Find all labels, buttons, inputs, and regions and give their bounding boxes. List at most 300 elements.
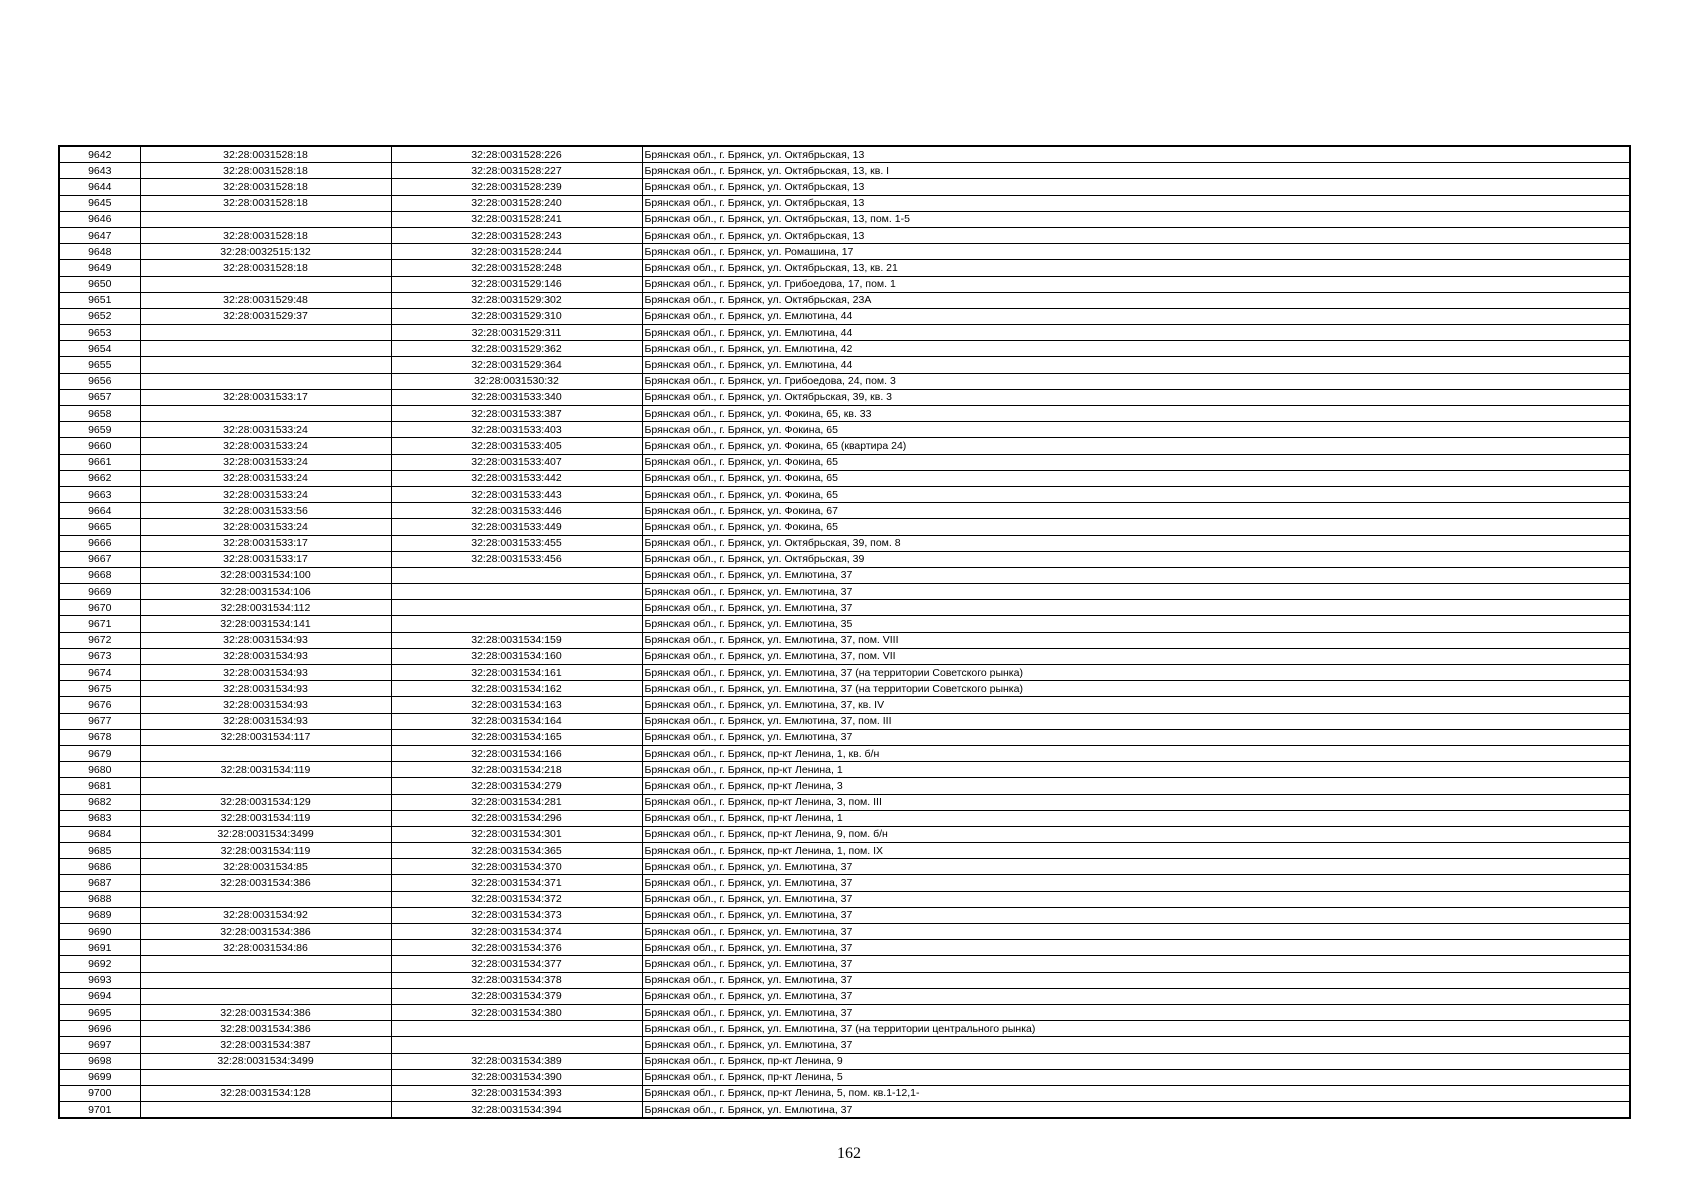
table-body [59, 146, 1630, 1118]
parent-cadastral-number-cell: 32:28:0031533:24 [140, 438, 391, 454]
cadastral-number-cell: 32:28:0031528:226 [391, 146, 642, 163]
row-number-cell: 9657 [59, 389, 140, 405]
parent-cadastral-number-cell: 32:28:0031534:117 [140, 729, 391, 745]
address-cell: Брянская обл., г. Брянск, ул. Емлютина, 37 [642, 924, 1630, 940]
address-cell: Брянская обл., г. Брянск, ул. Фокина, 65 [642, 519, 1630, 535]
address-cell: Брянская обл., г. Брянск, ул. Емлютина, 44 [642, 308, 1630, 324]
row-number-cell: 9651 [59, 292, 140, 308]
table-row [59, 503, 1630, 519]
address-cell: Брянская обл., г. Брянск, ул. Фокина, 65 [642, 470, 1630, 486]
row-number-cell: 9701 [59, 1102, 140, 1119]
cadastral-number-cell: 32:28:0031534:162 [391, 681, 642, 697]
table-row [59, 227, 1630, 243]
table-row [59, 632, 1630, 648]
parent-cadastral-number-cell [140, 1102, 391, 1119]
address-cell: Брянская обл., г. Брянск, пр-кт Ленина, 3, пом. III [642, 794, 1630, 810]
cadastral-number-cell: 32:28:0031534:374 [391, 924, 642, 940]
cadastral-number-cell: 32:28:0031529:310 [391, 308, 642, 324]
row-number-cell: 9669 [59, 584, 140, 600]
parent-cadastral-number-cell: 32:28:0031534:93 [140, 632, 391, 648]
row-number-cell: 9671 [59, 616, 140, 632]
table-row [59, 535, 1630, 551]
table-row [59, 163, 1630, 179]
address-cell: Брянская обл., г. Брянск, ул. Октябрьская, 13, пом. 1-5 [642, 211, 1630, 227]
table-row [59, 713, 1630, 729]
parent-cadastral-number-cell: 32:28:0031534:3499 [140, 826, 391, 842]
parent-cadastral-number-cell: 32:28:0031533:24 [140, 519, 391, 535]
cadastral-number-cell: 32:28:0031528:239 [391, 179, 642, 195]
address-cell: Брянская обл., г. Брянск, пр-кт Ленина, 1 [642, 762, 1630, 778]
address-cell: Брянская обл., г. Брянск, ул. Емлютина, 37 [642, 891, 1630, 907]
row-number-cell: 9652 [59, 308, 140, 324]
table-row [59, 745, 1630, 761]
parent-cadastral-number-cell: 32:28:0031534:93 [140, 697, 391, 713]
cadastral-number-cell: 32:28:0031533:455 [391, 535, 642, 551]
address-cell: Брянская обл., г. Брянск, ул. Емлютина, 37 [642, 972, 1630, 988]
property-table [58, 145, 1631, 1119]
address-cell: Брянская обл., г. Брянск, пр-кт Ленина, 5 [642, 1069, 1630, 1085]
cadastral-number-cell: 32:28:0031534:372 [391, 891, 642, 907]
parent-cadastral-number-cell: 32:28:0031533:24 [140, 470, 391, 486]
row-number-cell: 9643 [59, 163, 140, 179]
row-number-cell: 9700 [59, 1085, 140, 1101]
row-number-cell: 9696 [59, 1021, 140, 1037]
parent-cadastral-number-cell: 32:28:0031533:56 [140, 503, 391, 519]
parent-cadastral-number-cell [140, 406, 391, 422]
address-cell: Брянская обл., г. Брянск, ул. Емлютина, 37, пом. III [642, 713, 1630, 729]
table-row [59, 486, 1630, 502]
parent-cadastral-number-cell: 32:28:0031534:386 [140, 924, 391, 940]
address-cell: Брянская обл., г. Брянск, ул. Емлютина, 37 [642, 859, 1630, 875]
table-row [59, 584, 1630, 600]
parent-cadastral-number-cell: 32:28:0031534:119 [140, 810, 391, 826]
address-cell: Брянская обл., г. Брянск, ул. Октябрьская, 13, кв. 21 [642, 260, 1630, 276]
row-number-cell: 9650 [59, 276, 140, 292]
cadastral-number-cell: 32:28:0031534:390 [391, 1069, 642, 1085]
address-cell: Брянская обл., г. Брянск, пр-кт Ленина, 3 [642, 778, 1630, 794]
address-cell: Брянская обл., г. Брянск, ул. Емлютина, 37, пом. VIII [642, 632, 1630, 648]
row-number-cell: 9694 [59, 988, 140, 1004]
row-number-cell: 9672 [59, 632, 140, 648]
parent-cadastral-number-cell: 32:28:0031528:18 [140, 146, 391, 163]
table-row [59, 325, 1630, 341]
table-row [59, 729, 1630, 745]
row-number-cell: 9646 [59, 211, 140, 227]
table-row [59, 843, 1630, 859]
table-row [59, 648, 1630, 664]
table-row [59, 875, 1630, 891]
row-number-cell: 9690 [59, 924, 140, 940]
table-row [59, 1102, 1630, 1119]
row-number-cell: 9695 [59, 1004, 140, 1020]
parent-cadastral-number-cell: 32:28:0031533:17 [140, 389, 391, 405]
cadastral-number-cell: 32:28:0031534:161 [391, 665, 642, 681]
table-row [59, 1037, 1630, 1053]
address-cell: Брянская обл., г. Брянск, ул. Октябрьская, 13 [642, 146, 1630, 163]
row-number-cell: 9670 [59, 600, 140, 616]
row-number-cell: 9678 [59, 729, 140, 745]
address-cell: Брянская обл., г. Брянск, ул. Емлютина, 44 [642, 325, 1630, 341]
table-row [59, 810, 1630, 826]
cadastral-number-cell: 32:28:0031534:378 [391, 972, 642, 988]
address-cell: Брянская обл., г. Брянск, ул. Емлютина, 37 [642, 956, 1630, 972]
table-row [59, 794, 1630, 810]
address-cell: Брянская обл., г. Брянск, пр-кт Ленина, 9, пом. б/н [642, 826, 1630, 842]
parent-cadastral-number-cell: 32:28:0031534:128 [140, 1085, 391, 1101]
table-row [59, 907, 1630, 923]
row-number-cell: 9682 [59, 794, 140, 810]
parent-cadastral-number-cell: 32:28:0031534:119 [140, 843, 391, 859]
address-cell: Брянская обл., г. Брянск, ул. Емлютина, 37 [642, 729, 1630, 745]
table-row [59, 940, 1630, 956]
parent-cadastral-number-cell: 32:28:0031533:24 [140, 422, 391, 438]
cadastral-number-cell: 32:28:0031529:302 [391, 292, 642, 308]
row-number-cell: 9665 [59, 519, 140, 535]
parent-cadastral-number-cell: 32:28:0031529:37 [140, 308, 391, 324]
table-row [59, 519, 1630, 535]
parent-cadastral-number-cell: 32:28:0031534:93 [140, 713, 391, 729]
address-cell: Брянская обл., г. Брянск, ул. Грибоедова, 24, пом. 3 [642, 373, 1630, 389]
table-row [59, 826, 1630, 842]
cadastral-number-cell: 32:28:0031528:244 [391, 244, 642, 260]
address-cell: Брянская обл., г. Брянск, пр-кт Ленина, 9 [642, 1053, 1630, 1069]
table-row [59, 211, 1630, 227]
table-row [59, 972, 1630, 988]
address-cell: Брянская обл., г. Брянск, ул. Емлютина, 37 (на территории Советского рынка) [642, 681, 1630, 697]
address-cell: Брянская обл., г. Брянск, ул. Фокина, 65 [642, 454, 1630, 470]
parent-cadastral-number-cell [140, 745, 391, 761]
cadastral-number-cell: 32:28:0031533:387 [391, 406, 642, 422]
parent-cadastral-number-cell: 32:28:0031534:93 [140, 648, 391, 664]
address-cell: Брянская обл., г. Брянск, ул. Емлютина, 37 [642, 907, 1630, 923]
table-row [59, 373, 1630, 389]
cadastral-number-cell: 32:28:0031534:296 [391, 810, 642, 826]
parent-cadastral-number-cell: 32:28:0031528:18 [140, 195, 391, 211]
cadastral-number-cell: 32:28:0031529:364 [391, 357, 642, 373]
table-row [59, 956, 1630, 972]
cadastral-number-cell: 32:28:0031529:311 [391, 325, 642, 341]
table-row [59, 1085, 1630, 1101]
table-row [59, 1021, 1630, 1037]
table-row [59, 762, 1630, 778]
row-number-cell: 9679 [59, 745, 140, 761]
row-number-cell: 9645 [59, 195, 140, 211]
address-cell: Брянская обл., г. Брянск, ул. Емлютина, 37 (на территории центрального рынка) [642, 1021, 1630, 1037]
cadastral-number-cell: 32:28:0031533:442 [391, 470, 642, 486]
table-row [59, 146, 1630, 163]
table-row [59, 438, 1630, 454]
parent-cadastral-number-cell [140, 956, 391, 972]
address-cell: Брянская обл., г. Брянск, ул. Фокина, 65 [642, 486, 1630, 502]
address-cell: Брянская обл., г. Брянск, ул. Емлютина, 37 [642, 1037, 1630, 1053]
parent-cadastral-number-cell: 32:28:0031534:100 [140, 567, 391, 583]
table-row [59, 276, 1630, 292]
address-cell: Брянская обл., г. Брянск, ул. Емлютина, 37 [642, 1004, 1630, 1020]
row-number-cell: 9680 [59, 762, 140, 778]
cadastral-number-cell: 32:28:0031529:362 [391, 341, 642, 357]
parent-cadastral-number-cell [140, 778, 391, 794]
cadastral-number-cell [391, 616, 642, 632]
parent-cadastral-number-cell: 32:28:0031528:18 [140, 179, 391, 195]
address-cell: Брянская обл., г. Брянск, ул. Фокина, 67 [642, 503, 1630, 519]
parent-cadastral-number-cell: 32:28:0031534:387 [140, 1037, 391, 1053]
cadastral-number-cell: 32:28:0031534:377 [391, 956, 642, 972]
row-number-cell: 9697 [59, 1037, 140, 1053]
row-number-cell: 9677 [59, 713, 140, 729]
table-row [59, 567, 1630, 583]
row-number-cell: 9676 [59, 697, 140, 713]
parent-cadastral-number-cell: 32:28:0031534:119 [140, 762, 391, 778]
row-number-cell: 9663 [59, 486, 140, 502]
cadastral-number-cell: 32:28:0031533:456 [391, 551, 642, 567]
table-row [59, 616, 1630, 632]
cadastral-number-cell: 32:28:0031534:281 [391, 794, 642, 810]
row-number-cell: 9667 [59, 551, 140, 567]
table-row [59, 681, 1630, 697]
parent-cadastral-number-cell: 32:28:0031534:386 [140, 875, 391, 891]
cadastral-number-cell: 32:28:0031533:407 [391, 454, 642, 470]
parent-cadastral-number-cell: 32:28:0031534:106 [140, 584, 391, 600]
parent-cadastral-number-cell [140, 357, 391, 373]
parent-cadastral-number-cell: 32:28:0031534:3499 [140, 1053, 391, 1069]
cadastral-number-cell: 32:28:0031534:389 [391, 1053, 642, 1069]
row-number-cell: 9686 [59, 859, 140, 875]
address-cell: Брянская обл., г. Брянск, ул. Фокина, 65 [642, 422, 1630, 438]
parent-cadastral-number-cell: 32:28:0031528:18 [140, 163, 391, 179]
cadastral-number-cell: 32:28:0031534:365 [391, 843, 642, 859]
table-row [59, 179, 1630, 195]
cadastral-number-cell: 32:28:0031528:248 [391, 260, 642, 276]
address-cell: Брянская обл., г. Брянск, ул. Емлютина, 42 [642, 341, 1630, 357]
address-cell: Брянская обл., г. Брянск, ул. Фокина, 65, кв. 33 [642, 406, 1630, 422]
table-row [59, 600, 1630, 616]
address-cell: Брянская обл., г. Брянск, ул. Октябрьская, 39, кв. 3 [642, 389, 1630, 405]
parent-cadastral-number-cell: 32:28:0031534:386 [140, 1021, 391, 1037]
table-row [59, 454, 1630, 470]
parent-cadastral-number-cell [140, 373, 391, 389]
parent-cadastral-number-cell: 32:28:0031533:24 [140, 454, 391, 470]
address-cell: Брянская обл., г. Брянск, ул. Емлютина, 37 [642, 567, 1630, 583]
address-cell: Брянская обл., г. Брянск, ул. Емлютина, 37 [642, 1102, 1630, 1119]
parent-cadastral-number-cell [140, 276, 391, 292]
parent-cadastral-number-cell [140, 211, 391, 227]
address-cell: Брянская обл., г. Брянск, ул. Емлютина, 44 [642, 357, 1630, 373]
table-row [59, 292, 1630, 308]
parent-cadastral-number-cell [140, 972, 391, 988]
table-row [59, 665, 1630, 681]
table-row [59, 244, 1630, 260]
parent-cadastral-number-cell [140, 325, 391, 341]
address-cell: Брянская обл., г. Брянск, ул. Октябрьская, 23А [642, 292, 1630, 308]
table-row [59, 341, 1630, 357]
row-number-cell: 9658 [59, 406, 140, 422]
row-number-cell: 9685 [59, 843, 140, 859]
row-number-cell: 9659 [59, 422, 140, 438]
page-number: 162 [837, 1145, 861, 1162]
cadastral-number-cell: 32:28:0031534:379 [391, 988, 642, 1004]
parent-cadastral-number-cell: 32:28:0031534:141 [140, 616, 391, 632]
row-number-cell: 9660 [59, 438, 140, 454]
row-number-cell: 9648 [59, 244, 140, 260]
row-number-cell: 9656 [59, 373, 140, 389]
table-row [59, 308, 1630, 324]
parent-cadastral-number-cell: 32:28:0031534:93 [140, 681, 391, 697]
table-row [59, 357, 1630, 373]
parent-cadastral-number-cell: 32:28:0031528:18 [140, 227, 391, 243]
table-row [59, 924, 1630, 940]
table-row [59, 988, 1630, 1004]
cadastral-number-cell: 32:28:0031533:340 [391, 389, 642, 405]
address-cell: Брянская обл., г. Брянск, ул. Емлютина, 35 [642, 616, 1630, 632]
cadastral-number-cell: 32:28:0031529:146 [391, 276, 642, 292]
table-row [59, 470, 1630, 486]
table-row [59, 1053, 1630, 1069]
address-cell: Брянская обл., г. Брянск, пр-кт Ленина, 5, пом. кв.1-12,1- [642, 1085, 1630, 1101]
parent-cadastral-number-cell [140, 341, 391, 357]
row-number-cell: 9691 [59, 940, 140, 956]
cadastral-number-cell [391, 1037, 642, 1053]
cadastral-number-cell: 32:28:0031533:443 [391, 486, 642, 502]
parent-cadastral-number-cell: 32:28:0031533:17 [140, 535, 391, 551]
row-number-cell: 9655 [59, 357, 140, 373]
address-cell: Брянская обл., г. Брянск, ул. Емлютина, 37 [642, 988, 1630, 1004]
row-number-cell: 9689 [59, 907, 140, 923]
row-number-cell: 9673 [59, 648, 140, 664]
address-cell: Брянская обл., г. Брянск, ул. Фокина, 65 (квартира 24) [642, 438, 1630, 454]
address-cell: Брянская обл., г. Брянск, ул. Октябрьская, 13, кв. I [642, 163, 1630, 179]
table-row [59, 859, 1630, 875]
cadastral-number-cell [391, 567, 642, 583]
address-cell: Брянская обл., г. Брянск, ул. Емлютина, 37, кв. IV [642, 697, 1630, 713]
cadastral-number-cell [391, 584, 642, 600]
row-number-cell: 9675 [59, 681, 140, 697]
row-number-cell: 9644 [59, 179, 140, 195]
table-row [59, 422, 1630, 438]
table-row [59, 1004, 1630, 1020]
address-cell: Брянская обл., г. Брянск, ул. Емлютина, 37, пом. VII [642, 648, 1630, 664]
address-cell: Брянская обл., г. Брянск, пр-кт Ленина, 1 [642, 810, 1630, 826]
cadastral-number-cell: 32:28:0031528:241 [391, 211, 642, 227]
parent-cadastral-number-cell: 32:28:0031534:92 [140, 907, 391, 923]
parent-cadastral-number-cell: 32:28:0031533:17 [140, 551, 391, 567]
parent-cadastral-number-cell: 32:28:0031534:112 [140, 600, 391, 616]
cadastral-number-cell: 32:28:0031533:403 [391, 422, 642, 438]
row-number-cell: 9684 [59, 826, 140, 842]
row-number-cell: 9654 [59, 341, 140, 357]
row-number-cell: 9683 [59, 810, 140, 826]
parent-cadastral-number-cell: 32:28:0031529:48 [140, 292, 391, 308]
table-row [59, 891, 1630, 907]
address-cell: Брянская обл., г. Брянск, ул. Емлютина, 37 [642, 600, 1630, 616]
row-number-cell: 9674 [59, 665, 140, 681]
cadastral-number-cell: 32:28:0031534:393 [391, 1085, 642, 1101]
parent-cadastral-number-cell [140, 891, 391, 907]
row-number-cell: 9662 [59, 470, 140, 486]
parent-cadastral-number-cell: 32:28:0031528:18 [140, 260, 391, 276]
table-row [59, 406, 1630, 422]
parent-cadastral-number-cell: 32:28:0031533:24 [140, 486, 391, 502]
table-row [59, 1069, 1630, 1085]
cadastral-number-cell: 32:28:0031528:227 [391, 163, 642, 179]
cadastral-number-cell: 32:28:0031534:164 [391, 713, 642, 729]
address-cell: Брянская обл., г. Брянск, пр-кт Ленина, 1, пом. IX [642, 843, 1630, 859]
address-cell: Брянская обл., г. Брянск, ул. Октябрьская, 39, пом. 8 [642, 535, 1630, 551]
cadastral-number-cell: 32:28:0031533:449 [391, 519, 642, 535]
cadastral-number-cell: 32:28:0031534:218 [391, 762, 642, 778]
row-number-cell: 9699 [59, 1069, 140, 1085]
address-cell: Брянская обл., г. Брянск, пр-кт Ленина, 1, кв. б/н [642, 745, 1630, 761]
address-cell: Брянская обл., г. Брянск, ул. Октябрьская, 13 [642, 179, 1630, 195]
address-cell: Брянская обл., г. Брянск, ул. Октябрьская, 13 [642, 227, 1630, 243]
address-cell: Брянская обл., г. Брянск, ул. Емлютина, 37 [642, 584, 1630, 600]
cadastral-number-cell: 32:28:0031534:371 [391, 875, 642, 891]
row-number-cell: 9668 [59, 567, 140, 583]
address-cell: Брянская обл., г. Брянск, ул. Грибоедова, 17, пом. 1 [642, 276, 1630, 292]
row-number-cell: 9653 [59, 325, 140, 341]
cadastral-number-cell: 32:28:0031534:376 [391, 940, 642, 956]
parent-cadastral-number-cell: 32:28:0031534:85 [140, 859, 391, 875]
parent-cadastral-number-cell: 32:28:0031534:386 [140, 1004, 391, 1020]
row-number-cell: 9688 [59, 891, 140, 907]
table-row [59, 260, 1630, 276]
table-row [59, 389, 1630, 405]
cadastral-number-cell: 32:28:0031528:243 [391, 227, 642, 243]
row-number-cell: 9664 [59, 503, 140, 519]
parent-cadastral-number-cell: 32:28:0031534:93 [140, 665, 391, 681]
cadastral-number-cell: 32:28:0031534:373 [391, 907, 642, 923]
cadastral-number-cell: 32:28:0031534:301 [391, 826, 642, 842]
address-cell: Брянская обл., г. Брянск, ул. Емлютина, 37 (на территории Советского рынка) [642, 665, 1630, 681]
cadastral-number-cell: 32:28:0031534:370 [391, 859, 642, 875]
address-cell: Брянская обл., г. Брянск, ул. Октябрьская, 39 [642, 551, 1630, 567]
address-cell: Брянская обл., г. Брянск, ул. Октябрьская, 13 [642, 195, 1630, 211]
row-number-cell: 9647 [59, 227, 140, 243]
row-number-cell: 9681 [59, 778, 140, 794]
cadastral-number-cell: 32:28:0031534:163 [391, 697, 642, 713]
parent-cadastral-number-cell: 32:28:0032515:132 [140, 244, 391, 260]
cadastral-number-cell [391, 1021, 642, 1037]
row-number-cell: 9693 [59, 972, 140, 988]
row-number-cell: 9692 [59, 956, 140, 972]
cadastral-number-cell: 32:28:0031533:405 [391, 438, 642, 454]
cadastral-number-cell: 32:28:0031534:160 [391, 648, 642, 664]
parent-cadastral-number-cell [140, 988, 391, 1004]
table-row [59, 778, 1630, 794]
parent-cadastral-number-cell [140, 1069, 391, 1085]
cadastral-number-cell: 32:28:0031534:165 [391, 729, 642, 745]
table-row [59, 697, 1630, 713]
address-cell: Брянская обл., г. Брянск, ул. Емлютина, 37 [642, 875, 1630, 891]
cadastral-number-cell: 32:28:0031534:279 [391, 778, 642, 794]
address-cell: Брянская обл., г. Брянск, ул. Ромашина, 17 [642, 244, 1630, 260]
row-number-cell: 9661 [59, 454, 140, 470]
cadastral-number-cell: 32:28:0031533:446 [391, 503, 642, 519]
cadastral-number-cell: 32:28:0031530:32 [391, 373, 642, 389]
parent-cadastral-number-cell: 32:28:0031534:86 [140, 940, 391, 956]
row-number-cell: 9687 [59, 875, 140, 891]
table-row [59, 195, 1630, 211]
cadastral-number-cell: 32:28:0031534:159 [391, 632, 642, 648]
cadastral-number-cell: 32:28:0031528:240 [391, 195, 642, 211]
address-cell: Брянская обл., г. Брянск, ул. Емлютина, 37 [642, 940, 1630, 956]
row-number-cell: 9642 [59, 146, 140, 163]
cadastral-number-cell [391, 600, 642, 616]
row-number-cell: 9698 [59, 1053, 140, 1069]
parent-cadastral-number-cell: 32:28:0031534:129 [140, 794, 391, 810]
cadastral-number-cell: 32:28:0031534:380 [391, 1004, 642, 1020]
row-number-cell: 9649 [59, 260, 140, 276]
cadastral-number-cell: 32:28:0031534:394 [391, 1102, 642, 1119]
